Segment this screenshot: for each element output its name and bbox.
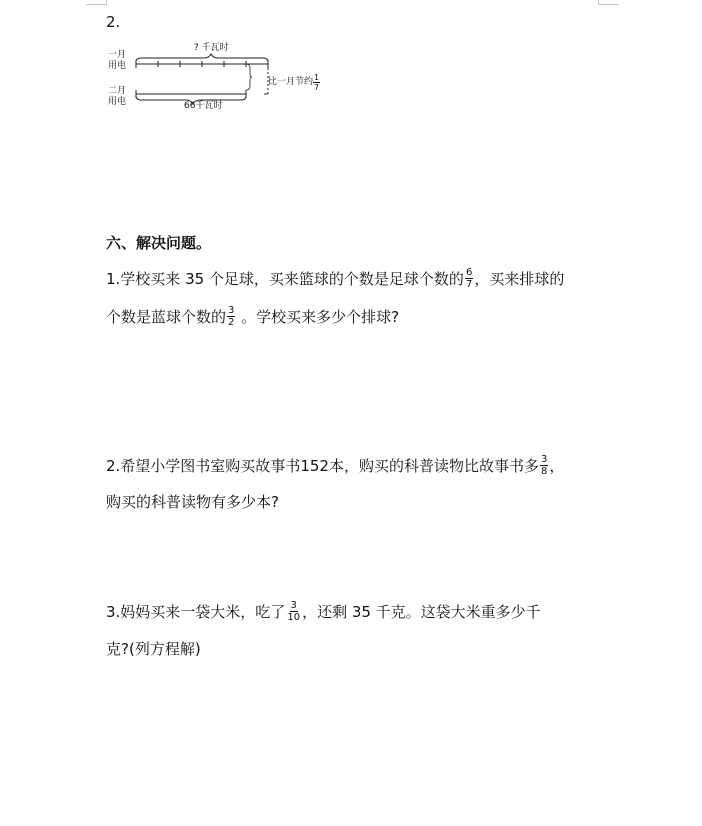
item-number: 2. — [106, 13, 121, 31]
question-1-line-2: 个数是蓝球个数的 $\frac{3}{2}$ 。学校买来多少个排球? — [106, 305, 400, 328]
side-fraction: $\frac{1}{7}$ — [314, 73, 320, 92]
segment-diagram — [106, 40, 346, 116]
question-2-line-2: 购买的科普读物有多少本? — [106, 493, 279, 511]
question-3-line-1: 3.妈妈买来一袋大米，吃了 $\frac{3}{10}$ ，还剩 35 千克。这袋大米重多少千 — [106, 600, 541, 623]
side-annotation — [268, 73, 320, 92]
label-january-usage: 一月 用电 — [107, 50, 126, 71]
label-february-usage: 二月 用电 — [107, 86, 126, 107]
page-corner-mark-right — [598, 0, 619, 5]
side-annotation-text: 比一月节约 — [268, 77, 314, 87]
question-3-line-2: 克?(列方程解) — [106, 640, 201, 658]
top-brace-label: ? 千瓦时 — [194, 43, 229, 53]
question-2-line-1: 2.希望小学图书室购买故事书152本，购买的科普读物比故事书多 $\frac{3}{8}$ ， — [106, 454, 565, 477]
question-1-line-1: 1.学校买来 35 个足球，买来篮球的个数是足球个数的 $\frac{6}{7}$ ，买来排球的 — [106, 267, 565, 290]
page-corner-mark-left — [86, 0, 107, 5]
fraction-3-8: $\frac{3}{8}$ — [540, 454, 548, 477]
bottom-brace-label: 66千瓦时 — [184, 101, 223, 111]
fraction-3-10: $\frac{3}{10}$ — [287, 600, 301, 623]
section-heading: 六、解决问题。 — [106, 234, 212, 252]
fraction-6-7: $\frac{6}{7}$ — [465, 267, 473, 290]
fraction-3-2: $\frac{3}{2}$ — [228, 305, 235, 328]
